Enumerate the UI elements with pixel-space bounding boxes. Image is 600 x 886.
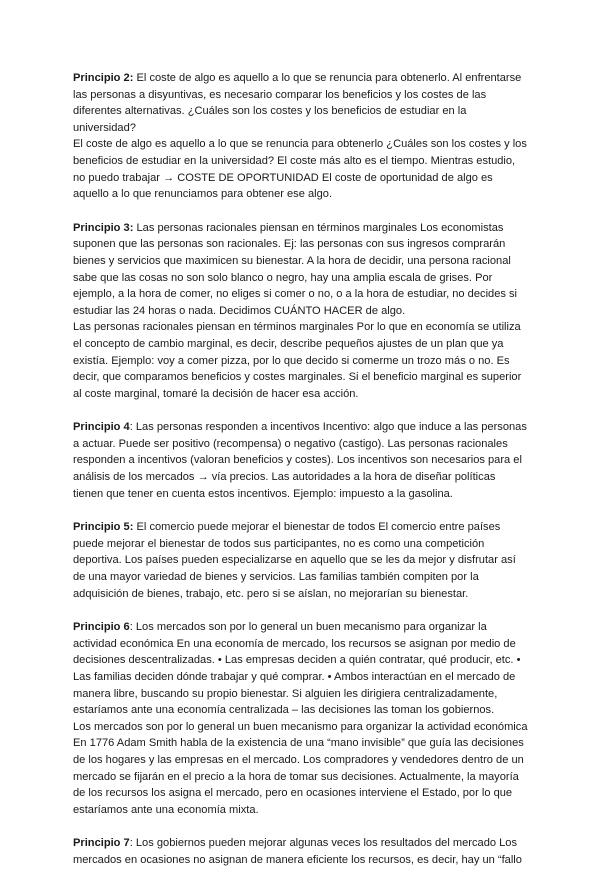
section-heading: Principio 3: bbox=[73, 221, 134, 234]
section-intro bbox=[73, 70, 528, 136]
section-principio-6 bbox=[73, 619, 528, 818]
section-heading: Principio 7 bbox=[73, 837, 130, 850]
section-intro bbox=[73, 835, 528, 868]
section-intro bbox=[73, 220, 528, 320]
section-body: Las personas racionales piensan en términos marginales Por lo que en economía se utiliza el concepto de cambio marginal, es decir, describe pequeños ajustes de un plan que ya existía. Ejemplo: voy a comer pizza, por lo que decido si comerme un trozo más o no. Es decir, que comparamos beneficios y costes marginales. Si el beneficio marginal es superior al coste marginal, tomaré la decisión de hacer esa acción. bbox=[73, 321, 522, 400]
section-intro-text: : Los mercados son por lo general un buen mecanismo para organizar la actividad económica En una economía de mercado, los recursos se asignan por medio de decisiones descentralizadas. • Las empresas deciden a quién contratar, qué producir, etc. • Las familias deciden dónde trabajar y qué comprar. • Ambos interactúan en el mercado de manera libre, buscando su propio bienestar. Si alguien les dirigiera centralizadamente, estaríamos ante una economía centralizada – las decisiones las toman los gobiernos. bbox=[73, 621, 521, 717]
section-principio-4 bbox=[73, 419, 528, 502]
section-intro-text: El coste de algo es aquello a lo que se renuncia para obtenerlo. Al enfrentarse las personas a disyuntivas, es necesario comparar los beneficios y los costes de las diferentes alternativas. ¿Cuáles son los costes y los beneficios de estudiar en la universidad? bbox=[73, 72, 522, 134]
section-principio-7 bbox=[73, 835, 528, 868]
section-intro-text: : Las personas responden a incentivos Incentivo: algo que induce a las personas a actuar. Puede ser positivo (recompensa) o negativo (castigo). Las personas racionales responden a incentivos (valoran beneficios y costes). Los incentivos son necesarios para el análisis de los mercados → vía precios. Las autoridades a la hora de diseñar políticas tienen que tener en cuenta estos incentivos. Ejemplo: impuesto a la gasolina. bbox=[73, 421, 527, 500]
section-intro-text: : Los gobiernos pueden mejorar algunas veces los resultados del mercado Los mercados en ocasiones no asignan de manera eficiente los recursos, es decir, hay un “fallo bbox=[73, 837, 522, 866]
section-heading: Principio 4 bbox=[73, 421, 130, 434]
document-page bbox=[73, 70, 528, 886]
section-heading: Principio 6 bbox=[73, 621, 130, 634]
section-intro bbox=[73, 419, 528, 502]
section-intro bbox=[73, 619, 528, 719]
section-intro-text: Las personas racionales piensan en términos marginales Los economistas suponen que las personas son racionales. Ej: las personas con sus ingresos comprarán bienes y servicios que maximicen su bienestar. A la hora de decidir, una persona racional sabe que las cosas no son solo blanco o negro, hay una amplia escala de grises. Por ejemplo, a la hora de comer, no eliges si comer o no, o a la hora de estudiar, no decides si estudiar las 24 horas o nada. Decidimos CUÁNTO HACER de algo. bbox=[73, 221, 518, 317]
section-heading: Principio 2: bbox=[73, 72, 134, 84]
section-principio-5 bbox=[73, 519, 528, 602]
section-body: El coste de algo es aquello a lo que se renuncia para obtenerlo ¿Cuáles son los costes y los beneficios de estudiar en la universidad? El coste más alto es el tiempo. Mientras estudio, no puedo trabajar → COSTE DE OPORTUNIDAD El coste de oportunidad de algo es aquello a lo que renunciamos para obtener ese algo. bbox=[73, 138, 527, 201]
section-heading: Principio 5: bbox=[73, 521, 134, 534]
section-intro-text: El comercio puede mejorar el bienestar de todos El comercio entre países puede mejorar el bienestar de todos sus participantes, no es como una competición deportiva. Los países pueden especializarse en aquello que se les da mejor y disfrutar así de una mayor variedad de bienes y servicios. Las familias también compiten por la adquisición de bienes, trabajo, etc. pero si se aíslan, no mejorarían su bienestar. bbox=[73, 521, 516, 600]
section-body: Los mercados son por lo general un buen mecanismo para organizar la actividad económica En 1776 Adam Smith habla de la existencia de una “mano invisible” que guía las decisiones de los hogares y las empresas en el mercado. Los compradores y vendedores dentro de un mercado se fijarán en el precio a la hora de tomar sus decisiones. Actualmente, la mayoría de los recursos los asigna el mercado, pero en ocasiones interviene el Estado, por lo que estaríamos ante una economía mixta. bbox=[73, 720, 528, 816]
section-principio-3 bbox=[73, 220, 528, 403]
section-principio-2 bbox=[73, 70, 528, 203]
section-intro bbox=[73, 519, 528, 602]
